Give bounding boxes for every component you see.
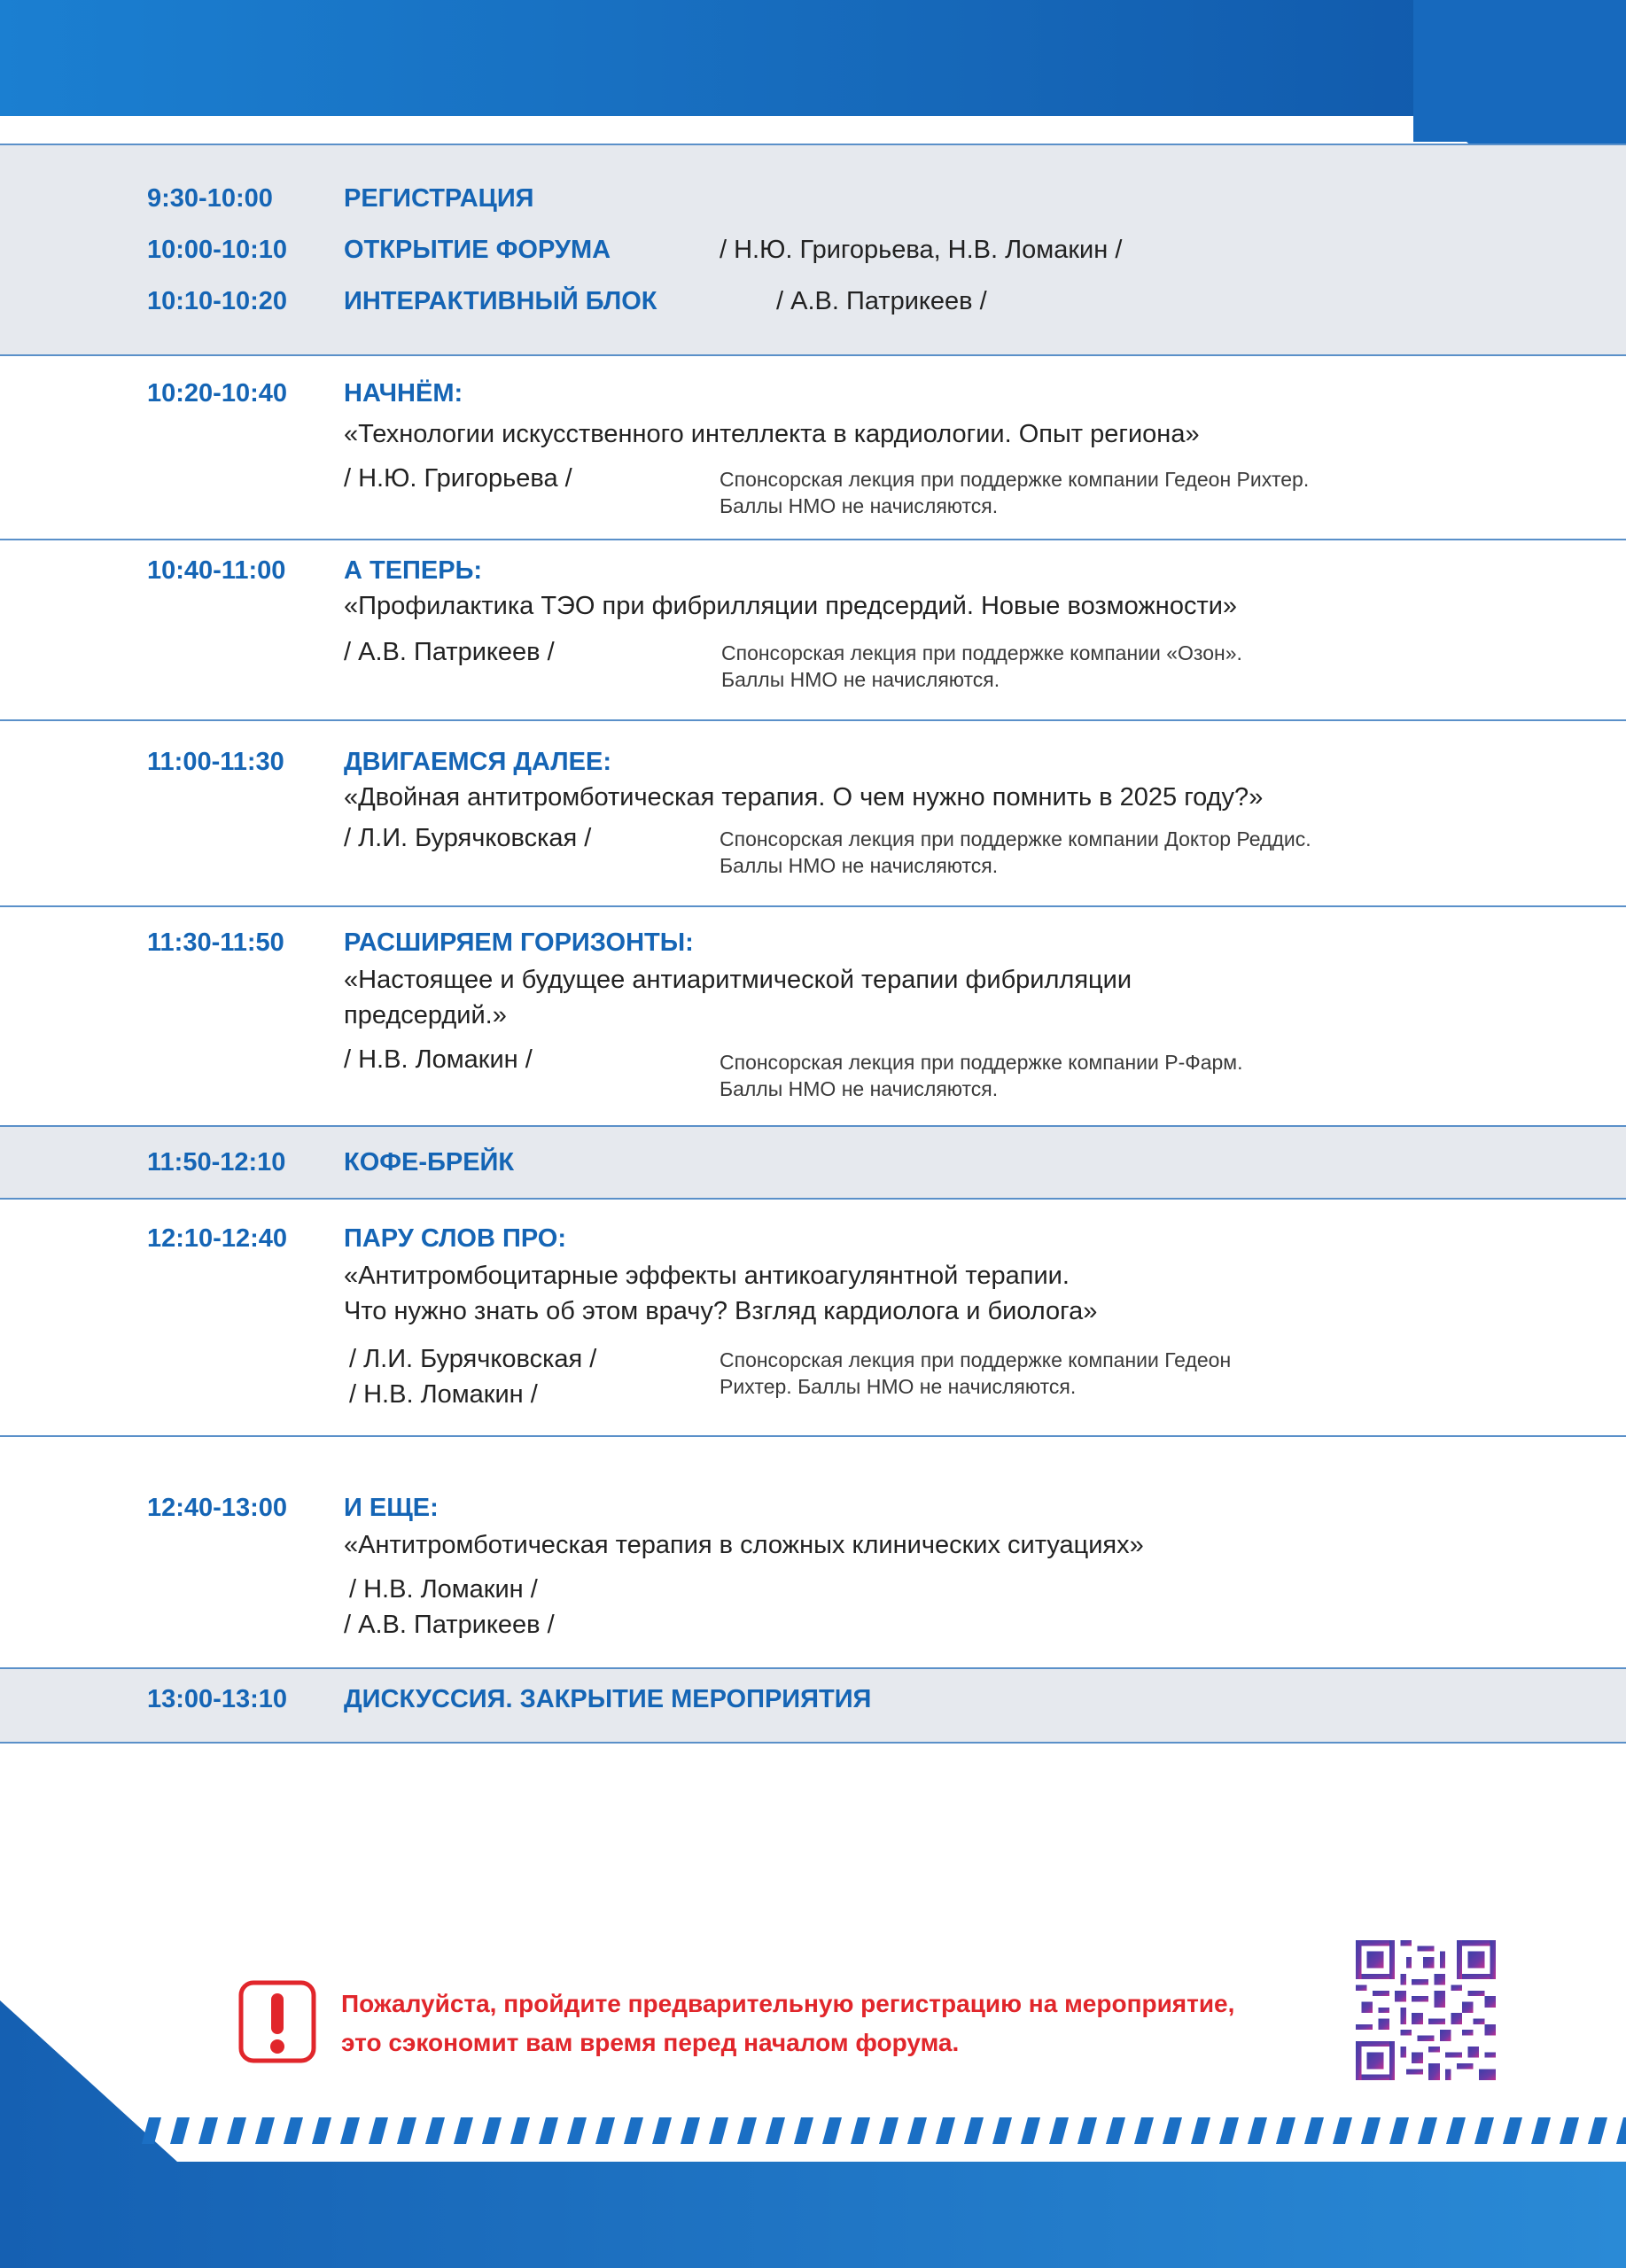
- sponsor-note: Спонсорская лекция при поддержке компании Гедеон: [720, 1348, 1232, 1371]
- talk-title-line: Что нужно знать об этом врачу? Взгляд кардиолога и биолога»: [344, 1297, 1098, 1325]
- registration-notice: [341, 1984, 1234, 2062]
- speakers: / Н.В. Ломакин /: [349, 1575, 538, 1604]
- time-slot: 11:30-11:50: [147, 928, 284, 957]
- qr-code-icon[interactable]: [1356, 1940, 1496, 2080]
- speakers: / Л.И. Бурячковская /: [349, 1345, 597, 1373]
- time-slot: 13:00-13:10: [147, 1685, 287, 1713]
- session-title: ИНТЕРАКТИВНЫЙ БЛОК: [344, 287, 657, 315]
- sponsor-note: Баллы НМО не начисляются.: [721, 668, 1000, 691]
- schedule-block-talk-3: [0, 721, 1626, 907]
- time-slot: 11:00-11:30: [147, 748, 284, 776]
- schedule-block-talk-2: [0, 540, 1626, 721]
- notice-line: это сэкономит вам время перед началом форума.: [341, 2029, 960, 2056]
- notice-line: Пожалуйста, пройдите предварительную регистрацию на мероприятие,: [341, 1990, 1235, 2017]
- time-slot: 10:40-11:00: [147, 556, 286, 585]
- sponsor-note: Баллы НМО не начисляются.: [720, 854, 999, 877]
- talk-title-line: предсердий.»: [344, 1001, 507, 1029]
- sponsor-note: Спонсорская лекция при поддержке компании Р-Фарм.: [720, 1051, 1243, 1074]
- session-title: ДИСКУССИЯ. ЗАКРЫТИЕ МЕРОПРИЯТИЯ: [344, 1685, 872, 1713]
- talk-title-line: «Настоящее и будущее антиаритмической терапии фибрилляции: [344, 966, 1132, 994]
- speakers: / Н.Ю. Григорьева /: [344, 464, 572, 493]
- speakers: / А.В. Патрикеев /: [776, 287, 987, 315]
- speakers: / Н.В. Ломакин /: [344, 1045, 533, 1074]
- time-slot: 10:20-10:40: [147, 379, 287, 408]
- schedule-block-talk-1: [0, 354, 1626, 540]
- talk-title: «Технологии искусственного интеллекта в кардиологии. Опыт региона»: [344, 420, 1200, 448]
- session-title: НАЧНЁМ:: [344, 379, 463, 408]
- session-title: КОФЕ-БРЕЙК: [344, 1148, 515, 1177]
- speakers: / А.В. Патрикеев /: [344, 1611, 555, 1639]
- time-slot: 12:40-13:00: [147, 1494, 287, 1522]
- schedule-block-closing: [0, 1669, 1626, 1744]
- session-title: РЕГИСТРАЦИЯ: [344, 184, 534, 213]
- speakers: / Н.В. Ломакин /: [349, 1380, 538, 1409]
- time-slot: 10:00-10:10: [147, 236, 287, 264]
- sponsor-note: Баллы НМО не начисляются.: [720, 494, 999, 517]
- session-title: ОТКРЫТИЕ ФОРУМА: [344, 236, 611, 264]
- speakers: / Л.И. Бурячковская /: [344, 824, 592, 852]
- time-slot: 9:30-10:00: [147, 184, 273, 213]
- schedule-block-talk-6: [0, 1437, 1626, 1669]
- sponsor-note: Спонсорская лекция при поддержке компании Гедеон Рихтер.: [720, 468, 1310, 491]
- session-title: РАСШИРЯЕМ ГОРИЗОНТЫ:: [344, 928, 694, 957]
- session-title: ДВИГАЕМСЯ ДАЛЕЕ:: [344, 748, 611, 776]
- speakers: / Н.Ю. Григорьева, Н.В. Ломакин /: [720, 236, 1123, 264]
- exclamation-icon: [237, 1979, 317, 2064]
- schedule-block-talk-5: [0, 1200, 1626, 1437]
- sponsor-note: Баллы НМО не начисляются.: [720, 1077, 999, 1100]
- talk-title: «Профилактика ТЭО при фибрилляции предсердий. Новые возможности»: [344, 592, 1238, 620]
- schedule-block-coffee-break: [0, 1127, 1626, 1200]
- sponsor-note: Спонсорская лекция при поддержке компании Доктор Реддис.: [720, 827, 1311, 850]
- session-title: ПАРУ СЛОВ ПРО:: [344, 1224, 566, 1253]
- talk-title: «Двойная антитромботическая терапия. О чем нужно помнить в 2025 году?»: [344, 783, 1264, 812]
- sponsor-note: Рихтер. Баллы НМО не начисляются.: [720, 1375, 1077, 1398]
- talk-title-line: «Антитромбоцитарные эффекты антикоагулянтной терапии.: [344, 1262, 1070, 1290]
- schedule-block-talk-4: [0, 907, 1626, 1127]
- speakers: / А.В. Патрикеев /: [344, 638, 555, 666]
- talk-title: «Антитромботическая терапия в сложных клинических ситуациях»: [344, 1531, 1144, 1559]
- time-slot: 11:50-12:10: [147, 1148, 286, 1177]
- session-title: А ТЕПЕРЬ:: [344, 556, 483, 585]
- session-title: И ЕЩЕ:: [344, 1494, 439, 1522]
- schedule-block-opening: [0, 144, 1626, 356]
- time-slot: 12:10-12:40: [147, 1224, 287, 1253]
- time-slot: 10:10-10:20: [147, 287, 287, 315]
- sponsor-note: Спонсорская лекция при поддержке компании «Озон».: [721, 641, 1242, 664]
